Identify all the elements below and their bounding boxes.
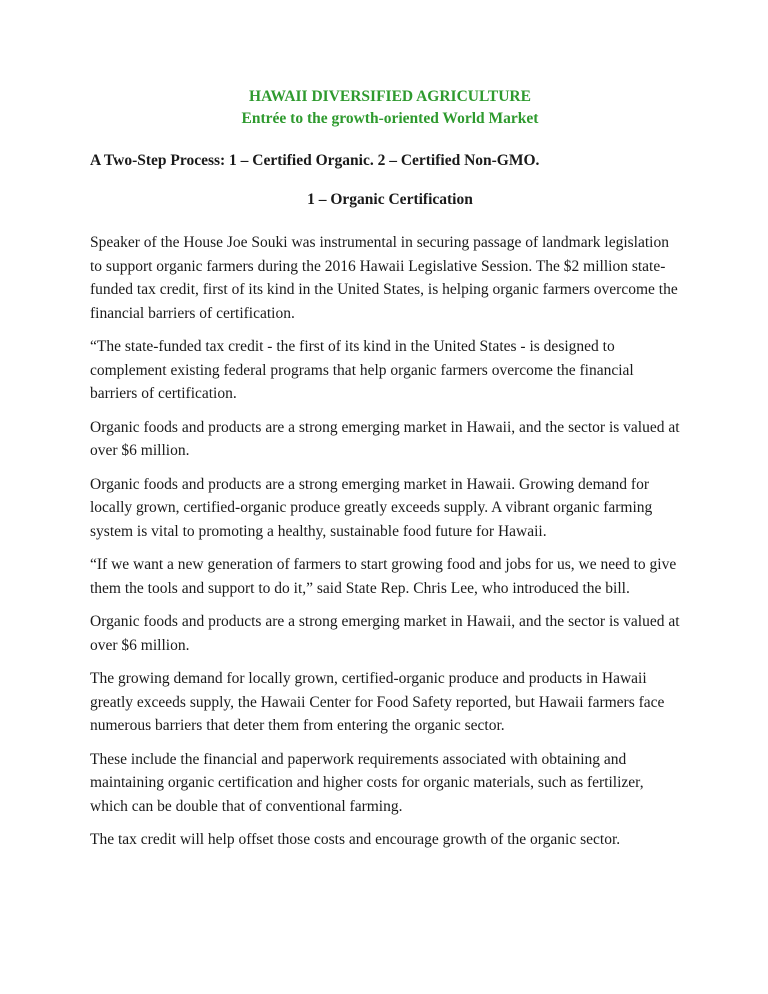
section-heading-organic-certification: 1 – Organic Certification xyxy=(307,191,473,208)
paragraph-5: “If we want a new generation of farmers to start growing food and jobs for us, we need to give them the tools and support to do it,” said State Rep. Chris Lee, who introduced the bill. xyxy=(90,556,677,597)
paragraph-3: Organic foods and products are a strong emerging market in Hawaii, and the sector is valued at over $6 million. xyxy=(90,418,680,459)
document-page xyxy=(90,86,682,852)
document-title: HAWAII DIVERSIFIED AGRICULTURE xyxy=(249,88,531,105)
document-subtitle: Entrée to the growth-oriented World Market xyxy=(241,110,539,127)
paragraph-1: Speaker of the House Joe Souki was instrumental in securing passage of landmark legislation to support organic farmers during the 2016 Hawaii Legislative Session. The $2 million state-funded tax credit, first of its kind in the United States, is helping organic farmers overcome the financial barriers of certification. xyxy=(90,234,678,322)
paragraph-6: Organic foods and products are a strong emerging market in Hawaii, and the sector is valued at over $6 million. xyxy=(90,613,680,654)
paragraph-7: The growing demand for locally grown, certified-organic produce and products in Hawaii greatly exceeds supply, the Hawaii Center for Food Safety reported, but Hawaii farmers face numerous barriers that deter them from entering the organic sector. xyxy=(90,670,665,734)
paragraph-2: “The state-funded tax credit - the first of its kind in the United States - is designed to complement existing federal programs that help organic farmers overcome the financial barriers of certification. xyxy=(90,338,634,402)
paragraph-9: The tax credit will help offset those costs and encourage growth of the organic sector. xyxy=(90,831,621,848)
paragraph-8: These include the financial and paperwork requirements associated with obtaining and maintaining organic certification and higher costs for organic materials, such as fertilizer, which can be double that of conventional farming. xyxy=(90,750,644,815)
paragraph-4: Organic foods and products are a strong emerging market in Hawaii. Growing demand for locally grown, certified-organic produce greatly exceeds supply. A vibrant organic farming system is vital to promoting a healthy, sustainable food future for Hawaii. xyxy=(90,475,653,540)
two-step-process-line: A Two-Step Process: 1 – Certified Organic. 2 – Certified Non-GMO. xyxy=(90,152,540,169)
